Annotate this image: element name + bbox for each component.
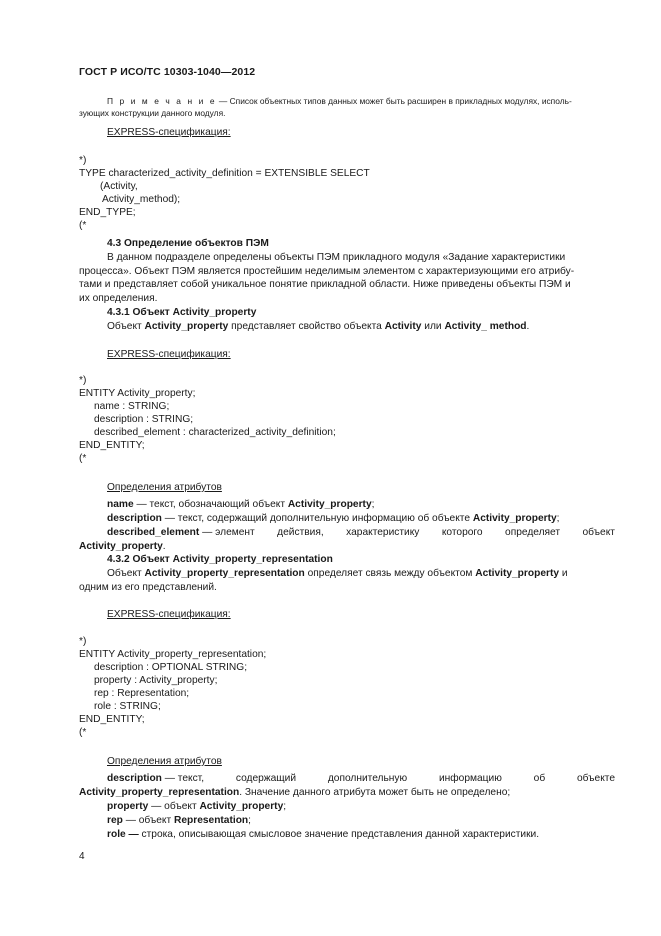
text: ; [248,815,251,826]
text: . Значение данного атрибута может быть не определено; [239,787,511,798]
attr-description-definition-2 [79,772,615,785]
text: объекте [577,773,615,784]
code-line: rep : Representation; [94,688,190,699]
code-line: role : STRING; [94,701,161,712]
entity-ref: Activity_property [287,499,372,510]
entity-ref: Activity_ method [444,321,527,332]
note-text: — Список объектных типов данных может быть расширен в прикладных модулях, исполь- [216,96,572,106]
paragraph-line: тами и представляет собой уникальное понятие прикладной области. Ниже приведены объекты ПЭМ и [79,279,571,290]
text: действия, [277,527,324,538]
attr-described-element-definition [79,526,615,539]
code-line: END_ENTITY; [79,714,145,725]
text: — текст, [164,773,205,784]
attr-name: description [107,773,162,784]
text: определяет [505,527,561,538]
text: — элемент [202,527,255,538]
express-label-2: EXPRESS-спецификация: [107,349,231,360]
text: ; [283,801,287,812]
code-line: ENTITY Activity_property; [79,388,196,399]
text: характеристику [346,527,420,538]
text: дополнительную [327,773,408,784]
paragraph-line: процесса». Объект ПЭМ является простейшим неделимым элементом с характеризующими его атрибу- [79,265,575,277]
express-label-3: EXPRESS-спецификация: [107,609,231,620]
attr-name: rep [107,815,123,826]
code-line: *) [79,155,87,166]
attr-definitions-label-1: Определения атрибутов [107,482,222,493]
code-line: ENTITY Activity_property_representation; [79,649,267,660]
code-line: END_ENTITY; [79,440,145,451]
code-line: described_element : characterized_activity_definition; [94,427,336,438]
attr-name: role — [107,829,139,840]
text: строка, описывающая смысловое значение представления данной характеристики. [138,829,540,840]
entity-ref: Activity_property_representation [79,787,240,798]
text: и [559,568,568,579]
entity-ref: Activity_property [144,321,229,332]
attr-description-line-2 [79,786,510,799]
code-line: Activity_method); [102,194,181,205]
attr-definitions-label-2: Определения атрибутов [107,756,222,767]
text: — текст, содержащий дополнительную информацию об объекте [161,513,473,524]
text: объект [582,527,615,538]
text: ; [556,513,560,524]
section-heading-4-3: 4.3 Определение объектов ПЭМ [107,238,269,249]
text: содержащий [235,773,297,784]
code-line: (* [79,220,87,231]
section-4-3-paragraph [79,251,615,305]
entity-ref: Activity_property [199,801,284,812]
text: — текст, обозначающий объект [133,499,288,510]
express-label-1: EXPRESS-спецификация: [107,127,231,138]
section-heading-4-3-1: 4.3.1 Объект Activity_property [107,307,257,318]
text: представляет свойство объекта [228,321,385,332]
attr-description-definition [107,512,559,525]
text: или [421,321,445,332]
attr-name-definition [107,498,374,511]
section-4-3-1-text [107,320,529,333]
document-header: ГОСТ Р ИСО/ТС 10303-1040—2012 [79,66,256,78]
text: — объект [122,815,174,826]
entity-ref: Activity_property [472,513,557,524]
section-heading-4-3-2: 4.3.2 Объект Activity_property_representation [107,554,333,565]
entity-ref: Activity_property [475,568,560,579]
text: Объект [107,321,145,332]
paragraph-line: В данном подразделе определены объекты ПЭМ прикладного модуля «Задание характеристики [107,252,566,263]
code-line: name : STRING; [94,401,170,412]
note-text-2: зующих конструкции данного модуля. [79,107,226,118]
attr-role-definition [107,828,539,841]
attr-name: property [107,801,149,812]
entity-ref: Representation [173,815,249,826]
code-line: (* [79,727,87,738]
text: . [162,541,166,552]
text: Объект [107,568,145,579]
note-label: П р и м е ч а н и е [107,96,217,106]
code-line: (Activity, [100,181,138,192]
text: определяет связь между объектом [304,568,476,579]
section-4-3-2-text-2: одним из его представлений. [79,582,217,593]
attr-described-element-line-2 [79,540,166,553]
code-line: (* [79,453,87,464]
code-line: *) [79,636,87,647]
entity-ref: Activity_property [79,541,163,552]
attr-name: name [107,499,134,510]
attr-rep-definition [107,814,251,827]
page-number: 4 [79,851,85,862]
entity-ref: Activity_property_representation [144,568,305,579]
entity-ref: Activity [384,321,422,332]
attr-name: described_element [107,527,200,538]
code-line: *) [79,375,87,386]
code-line: property : Activity_property; [94,675,218,686]
attr-name: description [107,513,162,524]
text: — объект [148,801,200,812]
code-line: TYPE characterized_activity_definition = EXTENSIBLE SELECT [79,168,370,179]
paragraph-line: их определения. [79,292,158,304]
text: . [526,321,530,332]
code-line: description : STRING; [94,414,194,425]
code-line: description : OPTIONAL STRING; [94,662,248,673]
text: об [533,773,546,784]
code-line: END_TYPE; [79,207,136,218]
text: которого [441,527,483,538]
text: ; [371,499,375,510]
note [79,96,615,119]
section-4-3-2-text [107,567,568,580]
text: информацию [438,773,502,784]
attr-property-definition [107,800,286,813]
